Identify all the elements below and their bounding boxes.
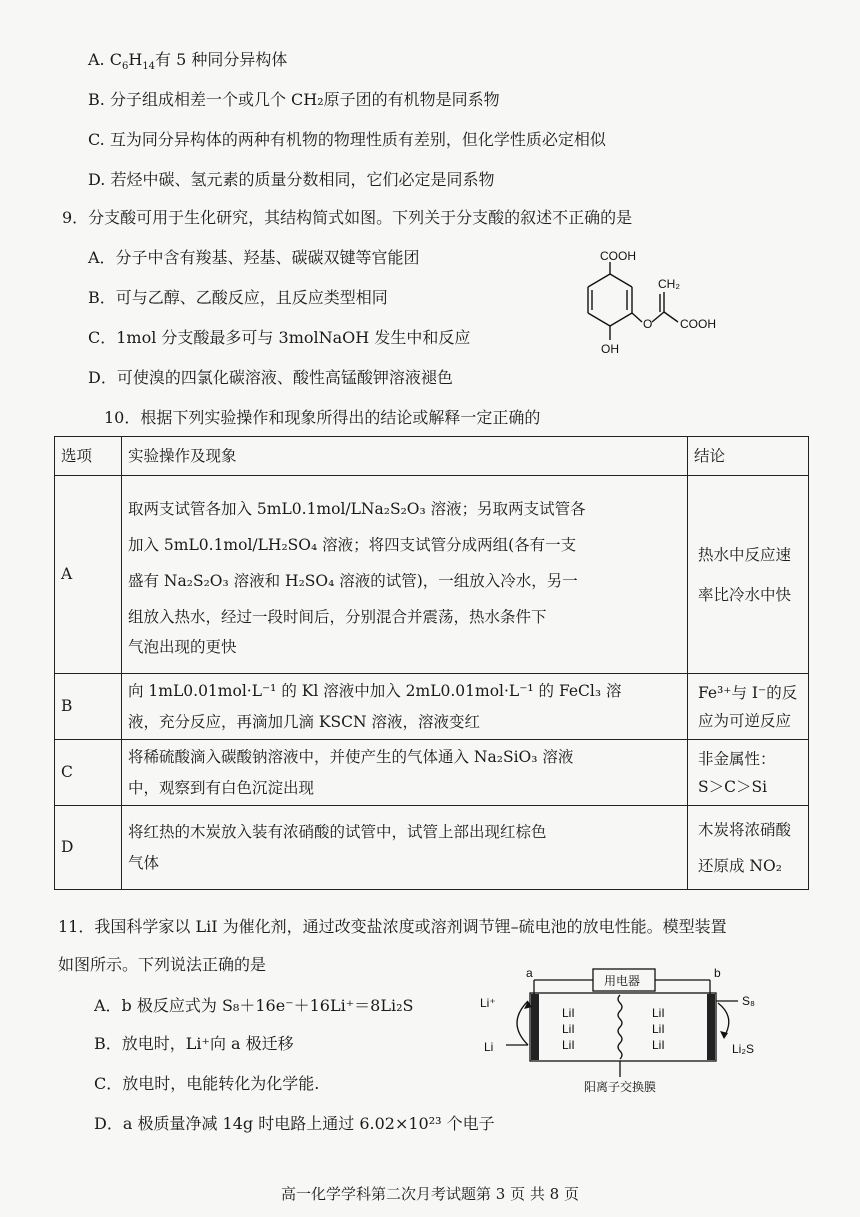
table-header-row [55,437,809,476]
lii-left-3: LiI [562,1038,575,1052]
electrode-b-label: b [714,966,721,980]
q8-option-d: D. 若烃中碳、氢元素的质量分数相同，它们必定是同系物 [88,170,495,189]
table-row [55,740,809,806]
s8-label: S₈ [742,994,755,1008]
row-operation [122,806,688,890]
q10-stem: 10．根据下列实验操作和现象所得出的结论或解释一定正确的 [104,408,541,427]
conclusion-line: Fe³⁺与 I⁻的反 [698,683,798,702]
q11-stem-line2: 如图所示。下列说法正确的是 [58,955,267,974]
device-label: 用电器 [604,974,641,988]
conclusion-line: 还原成 NO₂ [698,856,782,875]
row-operation [122,476,688,674]
lii-right-3: LiI [652,1038,665,1052]
structure-ch2: CH₂ [658,277,680,291]
row-conclusion [688,674,809,740]
q11-option-d: D．a 极质量净减 14g 时电路上通过 6.02×10²³ 个电子 [94,1114,495,1133]
q9-stem: 9．分支酸可用于生化研究，其结构简式如图。下列关于分支酸的叙述不正确的是 [62,208,633,227]
q9-option-c: C．1mol 分支酸最多可与 3molNaOH 发生中和反应 [88,328,471,347]
li-label: Li [484,1040,494,1054]
row-option: C [55,740,122,806]
structure-cooh-right: COOH [680,317,716,331]
operation-line: 组放入热水，经过一段时间后，分别混合并震荡，热水条件下 [128,607,547,626]
table-row [55,806,809,890]
structure-oh: OH [601,342,619,356]
q11-option-b: B．放电时，Li⁺向 a 极迁移 [94,1034,294,1053]
row-conclusion [688,740,809,806]
q8-option-c: C. 互为同分异构体的两种有机物的物理性质有差别，但化学性质必定相似 [88,130,606,149]
membrane-label: 阳离子交换膜 [584,1080,657,1094]
conclusion-line: S＞C＞Si [698,777,768,796]
conclusion-line: 率比冷水中快 [698,585,792,604]
conclusion-line: 非金属性： [698,749,776,768]
experiment-table [54,436,809,890]
operation-line: 加入 5mL0.1mol/LH₂SO₄ 溶液；将四支试管分成两组(各有一支 [128,535,577,554]
header-option: 选项 [55,437,122,476]
row-conclusion [688,806,809,890]
electrode-a-label: a [526,966,533,980]
q8-option-a: A. $C_6H_{14}$有 5 种同分异构体 [88,50,288,73]
operation-line: 液，充分反应，再滴加几滴 KSCN 溶液，溶液变红 [128,712,480,731]
chorismic-acid-structure [560,240,750,360]
conclusion-line: 热水中反应速 [698,545,792,564]
li-plus-label: Li⁺ [480,996,496,1010]
operation-line: 中，观察到有白色沉淀出现 [128,778,315,797]
row-operation [122,674,688,740]
operation-line: 向 1mL0.01mol·L⁻¹ 的 Kl 溶液中加入 2mL0.01mol·L⁻¹ 的 FeCl₃ 溶 [128,681,622,700]
conclusion-line: 应为可逆反应 [698,711,792,730]
header-conclusion: 结论 [688,437,809,476]
header-operation: 实验操作及现象 [122,437,688,476]
operation-line: 取两支试管各加入 5mL0.1mol/LNa₂S₂O₃ 溶液；另取两支试管各 [128,499,586,518]
table-row [55,476,809,674]
row-option: B [55,674,122,740]
row-conclusion [688,476,809,674]
lii-left-2: LiI [562,1022,575,1036]
operation-line: 将稀硫酸滴入碳酸钠溶液中，并使产生的气体通入 Na₂SiO₃ 溶液 [128,747,574,766]
lii-right-2: LiI [652,1022,665,1036]
q8-option-b: B. 分子组成相差一个或几个 CH₂原子团的有机物是同系物 [88,90,500,109]
table-row [55,674,809,740]
operation-line: 将红热的木炭放入装有浓硝酸的试管中，试管上部出现红棕色 [128,822,547,841]
q9-option-d: D．可使溴的四氯化碳溶液、酸性高锰酸钾溶液褪色 [88,368,453,387]
electrode-a [531,994,539,1060]
q11-option-c: C．放电时，电能转化为化学能. [94,1074,320,1093]
q11-stem-line1: 11．我国科学家以 LiI 为催化剂，通过改变盐浓度或溶剂调节锂–硫电池的放电性能。模型装置 [58,917,727,936]
structure-o: O [643,317,653,331]
q9-option-a: A．分子中含有羧基、羟基、碳碳双键等官能团 [88,248,420,267]
row-option: D [55,806,122,890]
conclusion-line: 木炭将浓硝酸 [698,820,792,839]
electrode-b [707,994,715,1060]
row-option: A [55,476,122,674]
structure-cooh-top: COOH [600,249,636,263]
row-operation [122,740,688,806]
li-s-battery-diagram [470,965,770,1105]
operation-line: 气体 [128,853,160,872]
q11-option-a: A．b 极反应式为 S₈＋16e⁻＋16Li⁺＝8Li₂S [94,996,414,1015]
q9-option-b: B．可与乙醇、乙酸反应，且反应类型相同 [88,288,388,307]
operation-line: 盛有 Na₂S₂O₃ 溶液和 H₂SO₄ 溶液的试管)，一组放入冷水，另一 [128,571,578,590]
page-footer: 高一化学学科第二次月考试题第 3 页 共 8 页 [281,1185,579,1203]
lii-right-1: LiI [652,1006,665,1020]
lii-left-1: LiI [562,1006,575,1020]
operation-line: 气泡出现的更快 [128,637,237,656]
li2s-label: Li₂S [732,1042,755,1056]
